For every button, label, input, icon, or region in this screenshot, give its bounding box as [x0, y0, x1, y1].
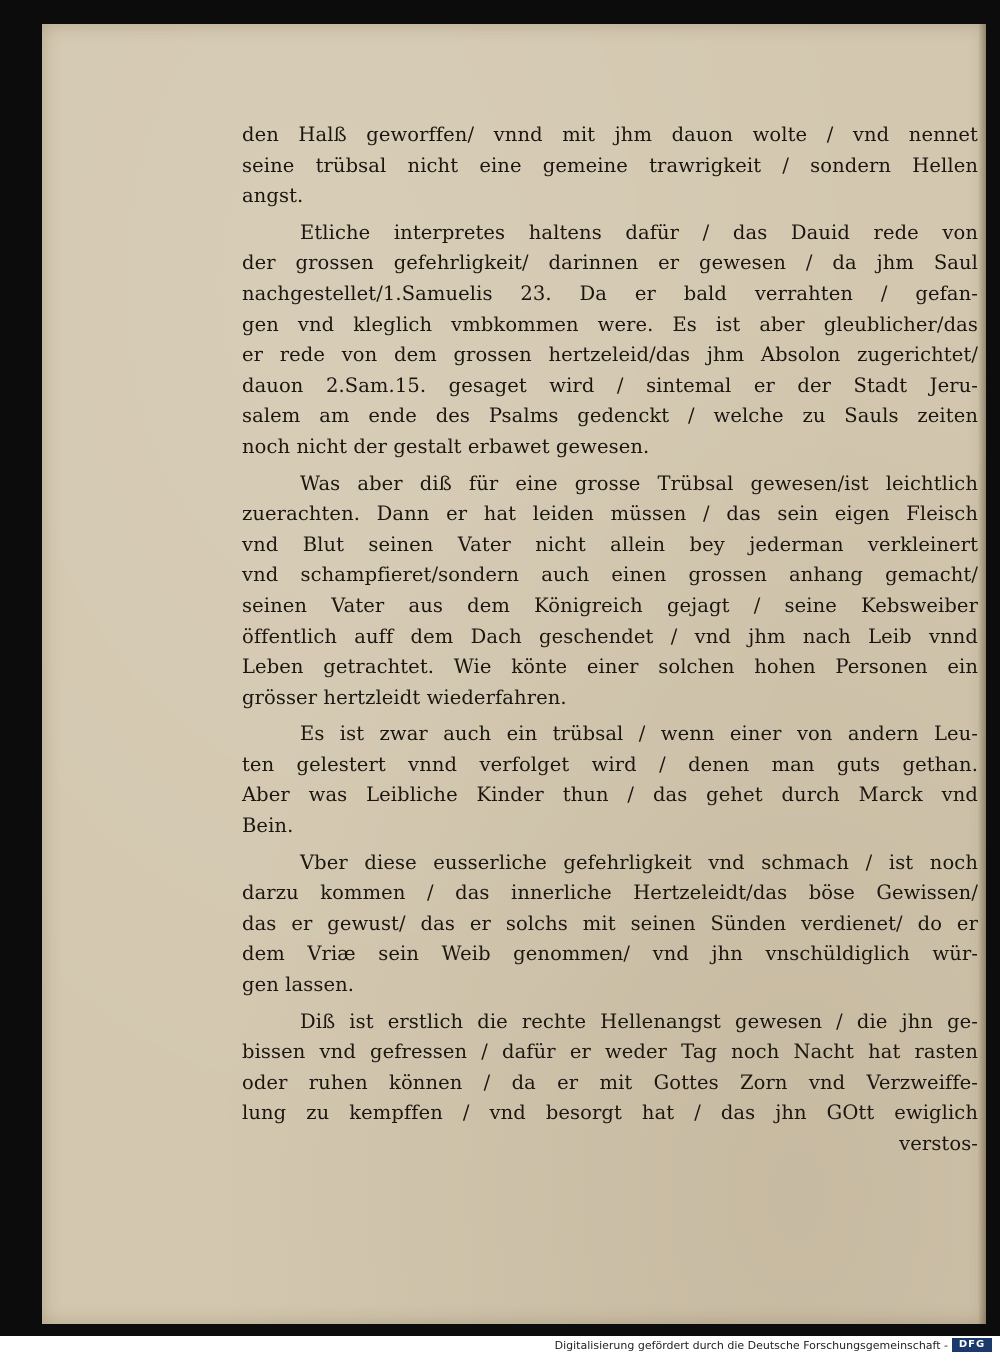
- text-line: nachgestellet/1.Samuelis 23. Da er bald verrahten / gefan-: [242, 281, 978, 305]
- text-line: dem Vriæ sein Weib genommen/ vnd jhn vnschüldiglich wür-: [242, 942, 978, 966]
- text-line: Es ist zwar auch ein trübsal / wenn einer von andern Leu-: [300, 722, 978, 746]
- funding-credit: Digitalisierung gefördert durch die Deutsche Forschungsgemeinschaft -: [554, 1339, 948, 1352]
- text-line: darzu kommen / das innerliche Hertzeleidt/das böse Gewissen/: [242, 881, 978, 905]
- text-line: Bein.: [242, 814, 294, 838]
- text-line: vnd Blut seinen Vater nicht allein bey jederman verkleinert: [242, 532, 978, 556]
- text-line: dauon 2.Sam.15. gesaget wird / sintemal er der Stadt Jeru-: [242, 373, 978, 397]
- text-line: Etliche interpretes haltens dafür / das Dauid rede von: [300, 220, 978, 244]
- text-line: zuerachten. Dann er hat leiden müssen / das sein eigen Fleisch: [242, 502, 978, 526]
- text-line: seinen Vater aus dem Königreich gejagt / seine Kebsweiber: [242, 593, 978, 617]
- text-line: bissen vnd gefressen / dafür er weder Tag noch Nacht hat rasten: [242, 1040, 978, 1064]
- text-line: er rede von dem grossen hertzeleid/das jhm Absolon zugerichtet/: [242, 343, 978, 367]
- catchword: verstos-: [899, 1132, 978, 1155]
- text-line: gen vnd kleglich vmbkommen were. Es ist aber gleublicher/das: [242, 312, 978, 336]
- text-line: ten gelestert vnnd verfolget wird / denen man guts gethan.: [242, 752, 978, 776]
- text-line: Vber diese eusserliche gefehrligkeit vnd schmach / ist noch: [300, 850, 978, 874]
- text-line: der grossen gefehrligkeit/ darinnen er gewesen / da jhm Saul: [242, 251, 978, 275]
- footer-bar: [0, 1336, 1000, 1355]
- text-line: oder ruhen können / da er mit Gottes Zorn vnd Verzweiffe-: [242, 1070, 978, 1094]
- text-line: Diß ist erstlich die rechte Hellenangst gewesen / die jhn ge-: [300, 1009, 978, 1033]
- text-line: noch nicht der gestalt erbawet gewesen.: [242, 434, 650, 458]
- text-line: den Halß geworffen/ vnnd mit jhm dauon wolte / vnd nennet: [242, 123, 978, 146]
- text-line: angst.: [242, 184, 304, 208]
- text-line: Aber was Leibliche Kinder thun / das gehet durch Marck vnd: [242, 783, 978, 807]
- book-page: [42, 24, 986, 1324]
- page-text: [242, 120, 978, 1160]
- text-line: vnd schampfieret/sondern auch einen grossen anhang gemacht/: [242, 563, 978, 587]
- text-line: seine trübsal nicht eine gemeine trawrigkeit / sondern Hellen: [242, 153, 978, 177]
- text-line: das er gewust/ das er solchs mit seinen Sünden verdienet/ do er: [242, 911, 978, 935]
- dfg-logo: DFG: [952, 1338, 992, 1352]
- text-line: lung zu kempffen / vnd besorgt hat / das jhn GOtt ewiglich: [242, 1101, 978, 1125]
- text-line: öffentlich auff dem Dach geschendet / vnd jhm nach Leib vnnd: [242, 624, 978, 648]
- text-line: Leben getrachtet. Wie könte einer solchen hohen Personen ein: [242, 655, 978, 679]
- text-line: salem am ende des Psalms gedenckt / welche zu Sauls zeiten: [242, 404, 978, 428]
- text-line: Was aber diß für eine grosse Trübsal gewesen/ist leichtlich: [300, 471, 978, 495]
- text-line: gen lassen.: [242, 973, 355, 997]
- text-line: grösser hertzleidt wiederfahren.: [242, 685, 567, 709]
- page-edge-shadow: [978, 24, 986, 1324]
